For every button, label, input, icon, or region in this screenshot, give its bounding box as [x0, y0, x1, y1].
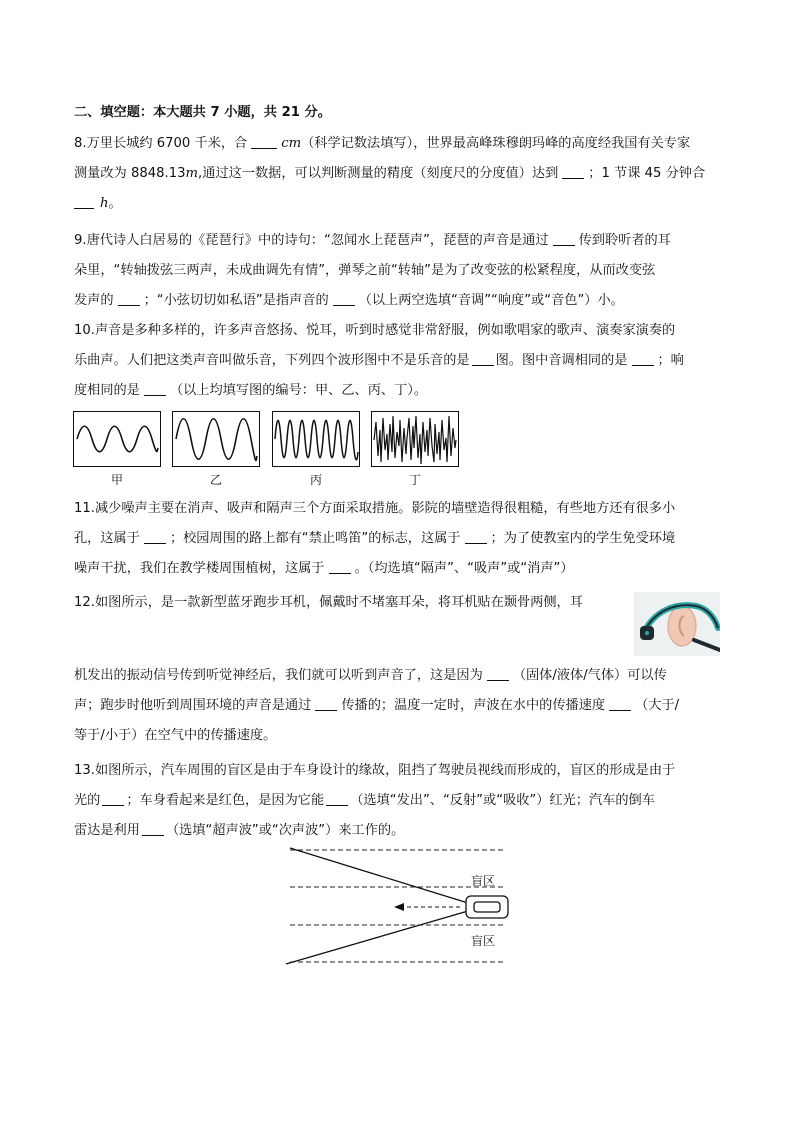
q9-line-3: 发声的 ；“小弦切切如私语”是指声音的 （以上两空选填“音调”“响度”或“音色”）小。: [74, 293, 624, 308]
q13-line-1: 13.如图所示，汽车周围的盲区是由于车身设计的缘故，阻挡了驾驶员视线而形成的，盲区的形成是由于: [74, 763, 676, 778]
arrow-left-icon: [394, 903, 404, 911]
answer-blank[interactable]: [142, 822, 164, 836]
answer-blank[interactable]: [74, 195, 94, 209]
q10-line-2: 乐曲声。人们把这类声音叫做乐音，下列四个波形图中不是乐音的是 图。图中音调相同的是 ；响: [74, 353, 684, 368]
q12-line-4: 等于/小于）在空气中的传播速度。: [74, 728, 277, 743]
blind-zone-diagram-svg: [280, 845, 520, 970]
q9-line-1: 9.唐代诗人白居易的《琵琶行》中的诗句：“忽闻水上琵琶声”，琵琶的声音是通过 传到聆听者的耳: [74, 233, 671, 248]
answer-blank[interactable]: [465, 530, 487, 544]
answer-blank[interactable]: [609, 697, 631, 711]
q8-line-2: 测量改为 8848.13m,通过这一数据，可以判断测量的精度（刻度尺的分度值）达到 ；1 节课 45 分钟合: [74, 166, 706, 181]
q12-line-1: 12.如图所示，是一款新型蓝牙跑步耳机，佩戴时不堵塞耳朵，将耳机贴在颞骨两侧，耳: [74, 595, 583, 610]
waveform-label-yi: 乙: [209, 473, 222, 487]
sine-wave-high-frequency-large-amplitude-icon: [273, 412, 359, 466]
section-heading: 二、填空题：本大题共 7 小题，共 21 分。: [74, 105, 331, 120]
sight-line-bottom: [286, 911, 468, 964]
answer-blank[interactable]: [144, 382, 166, 396]
answer-blank[interactable]: [118, 292, 140, 306]
answer-blank[interactable]: [562, 165, 584, 179]
waveform-label-bing: 丙: [309, 473, 322, 487]
q10-line-1: 10.声音是多种多样的，许多声音悠扬、悦耳，听到时感觉非常舒服，例如歌唱家的歌声、演奏家演奏的: [74, 323, 676, 338]
waveform-label-jia: 甲: [110, 473, 123, 487]
waveform-ding: [371, 411, 459, 467]
car-icon: [466, 896, 508, 918]
answer-blank[interactable]: [251, 135, 277, 149]
answer-blank[interactable]: [472, 352, 494, 366]
sine-wave-low-frequency-small-amplitude-icon: [74, 412, 160, 466]
q10-line-3: 度相同的是 （以上均填写图的编号：甲、乙、丙、丁）。: [74, 383, 428, 398]
waveform-label-ding: 丁: [408, 473, 421, 487]
answer-blank[interactable]: [333, 292, 355, 306]
waveform-jia: [73, 411, 161, 467]
blind-zone-label-top: 盲区: [471, 874, 496, 888]
answer-blank[interactable]: [553, 232, 575, 246]
q8-line-1: 8.万里长城约 6700 千米，合 cm（科学记数法填写），世界最高峰珠穆朗玛峰的高度经我国有关专家: [74, 136, 691, 151]
noise-wave-irregular-icon: [372, 412, 458, 466]
answer-blank[interactable]: [315, 697, 337, 711]
blind-zone-diagram: [280, 845, 520, 970]
bone-conduction-earphone-image: [634, 592, 720, 656]
sight-line-top: [290, 848, 468, 903]
answer-blank[interactable]: [144, 530, 166, 544]
answer-blank[interactable]: [632, 352, 654, 366]
q11-line-3: 噪声干扰，我们在教学楼周围植树，这属于 。（均选填“隔声”、“吸声”或“消声”）: [74, 561, 574, 576]
blind-zone-label-bottom: 盲区: [471, 934, 496, 948]
q11-line-1: 11.减少噪声主要在消声、吸声和隔声三个方面采取措施。影院的墙壁造得很粗糙，有些地方还有很多小: [74, 501, 676, 516]
answer-blank[interactable]: [487, 667, 509, 681]
sine-wave-low-frequency-large-amplitude-icon: [173, 412, 259, 466]
waveform-bing: [272, 411, 360, 467]
answer-blank[interactable]: [329, 560, 351, 574]
bone-conduction-earphone-icon: [634, 592, 720, 656]
q8-line-3: h。: [74, 195, 122, 213]
answer-blank[interactable]: [326, 792, 348, 806]
q12-line-2: 机发出的振动信号传到听觉神经后，我们就可以听到声音了，这是因为 （固体/液体/气体）可以传: [74, 668, 667, 683]
answer-blank[interactable]: [102, 792, 124, 806]
q9-line-2: 朵里，“转轴拨弦三两声，未成曲调先有情”，弹琴之前“转轴”是为了改变弦的松紧程度，从而改变弦: [74, 263, 656, 278]
waveform-yi: [172, 411, 260, 467]
q11-line-2: 孔，这属于 ；校园周围的路上都有“禁止鸣笛”的标志，这属于 ；为了使教室内的学生免受环境: [74, 531, 676, 546]
q13-line-2: 光的 ；车身看起来是红色，是因为它能 （选填“发出”、“反射”或“吸收”）红光；汽车的倒车: [74, 793, 655, 808]
q12-line-3: 声；跑步时他听到周围环境的声音是通过 传播的；温度一定时，声波在水中的传播速度 （大于/: [74, 698, 680, 713]
q13-line-3: 雷达是利用 （选填“超声波”或“次声波”）来工作的。: [74, 823, 405, 838]
